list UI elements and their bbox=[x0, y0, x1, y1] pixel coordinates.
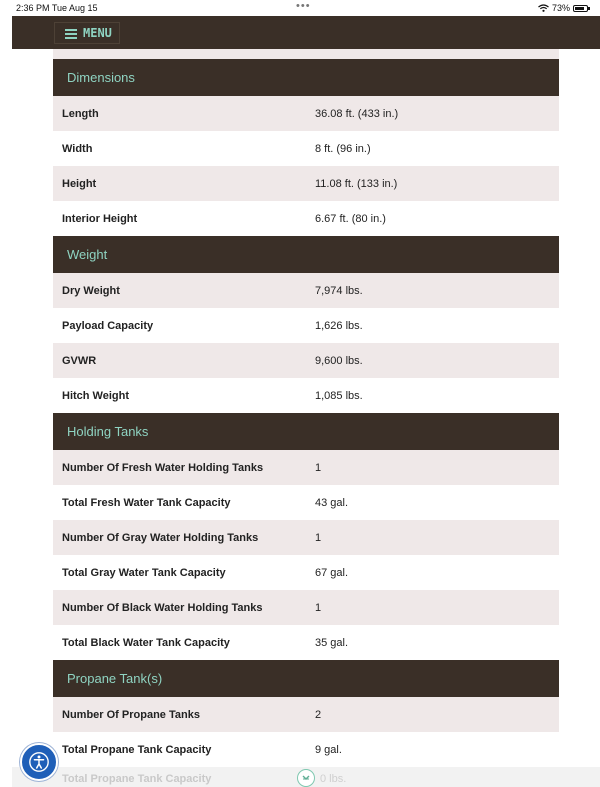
top-navbar bbox=[12, 16, 600, 49]
table-row bbox=[53, 131, 559, 166]
row-value: 1,085 lbs. bbox=[315, 389, 363, 402]
table-row bbox=[53, 732, 559, 767]
row-label: Length bbox=[62, 107, 99, 120]
row-value: 1 bbox=[315, 461, 322, 474]
table-row bbox=[53, 485, 559, 520]
table-row bbox=[53, 96, 559, 131]
row-value: 7,974 lbs. bbox=[315, 284, 363, 297]
table-row bbox=[53, 378, 559, 413]
row-label: Payload Capacity bbox=[62, 319, 154, 332]
table-row bbox=[53, 555, 559, 590]
row-value: 6.67 ft. (80 in.) bbox=[315, 212, 386, 225]
row-value: 1 bbox=[315, 531, 322, 544]
row-value: 9,600 lbs. bbox=[315, 354, 363, 367]
table-row bbox=[53, 308, 559, 343]
section-header-dimensions: Dimensions bbox=[53, 59, 559, 96]
row-label: Number Of Fresh Water Holding Tanks bbox=[62, 461, 264, 474]
status-time-date: 2:36 PM Tue Aug 15 bbox=[16, 3, 98, 13]
row-value: 43 gal. bbox=[315, 496, 349, 509]
table-row bbox=[53, 590, 559, 625]
row-label: Total Fresh Water Tank Capacity bbox=[62, 496, 231, 509]
row-value: 1,626 lbs. bbox=[315, 319, 363, 332]
row-value: 36.08 ft. (433 in.) bbox=[315, 107, 399, 120]
row-label: Number Of Black Water Holding Tanks bbox=[62, 601, 263, 614]
previous-row-strip bbox=[53, 49, 559, 59]
table-row bbox=[53, 201, 559, 236]
table-row bbox=[53, 450, 559, 485]
row-label: Width bbox=[62, 142, 93, 155]
row-label: Hitch Weight bbox=[62, 389, 130, 402]
row-label: Total Propane Tank Capacity bbox=[62, 743, 212, 756]
row-label: Total Gray Water Tank Capacity bbox=[62, 566, 226, 579]
status-bar bbox=[0, 0, 600, 16]
row-label: Number Of Gray Water Holding Tanks bbox=[62, 531, 259, 544]
row-label: Interior Height bbox=[62, 212, 138, 225]
scroll-down-icon[interactable] bbox=[297, 769, 315, 787]
specs-table bbox=[53, 49, 559, 767]
menu-label: MENU bbox=[83, 26, 112, 40]
row-value: 8 ft. (96 in.) bbox=[315, 142, 371, 155]
row-value: 2 bbox=[315, 708, 322, 721]
menu-button[interactable] bbox=[54, 22, 120, 44]
accessibility-icon bbox=[28, 751, 50, 773]
faded-row-value: 0 lbs. bbox=[320, 773, 347, 785]
row-value: 1 bbox=[315, 601, 322, 614]
faded-row-label: Total Propane Tank Capacity bbox=[62, 773, 212, 785]
table-row bbox=[53, 520, 559, 555]
table-row bbox=[53, 343, 559, 378]
table-row bbox=[53, 697, 559, 732]
table-row bbox=[53, 625, 559, 660]
row-label: Height bbox=[62, 177, 97, 190]
row-label: GVWR bbox=[62, 354, 97, 367]
wifi-icon bbox=[538, 4, 549, 12]
section-header-propane: Propane Tank(s) bbox=[53, 660, 559, 697]
row-value: 9 gal. bbox=[315, 743, 342, 756]
row-label: Total Black Water Tank Capacity bbox=[62, 636, 230, 649]
row-value: 35 gal. bbox=[315, 636, 349, 649]
row-value: 67 gal. bbox=[315, 566, 349, 579]
hamburger-icon bbox=[65, 29, 77, 38]
row-value: 11.08 ft. (133 in.) bbox=[315, 177, 398, 190]
status-right bbox=[538, 3, 588, 13]
battery-icon bbox=[573, 5, 588, 12]
row-label: Number Of Propane Tanks bbox=[62, 708, 200, 721]
section-header-weight: Weight bbox=[53, 236, 559, 273]
row-label: Dry Weight bbox=[62, 284, 120, 297]
battery-percent: 73% bbox=[551, 3, 570, 13]
table-row bbox=[53, 166, 559, 201]
chevron-down-icon bbox=[301, 773, 311, 783]
accessibility-button[interactable] bbox=[20, 743, 58, 781]
section-header-holding-tanks: Holding Tanks bbox=[53, 413, 559, 450]
multitask-dots[interactable]: ••• bbox=[296, 0, 311, 12]
table-row bbox=[53, 273, 559, 308]
